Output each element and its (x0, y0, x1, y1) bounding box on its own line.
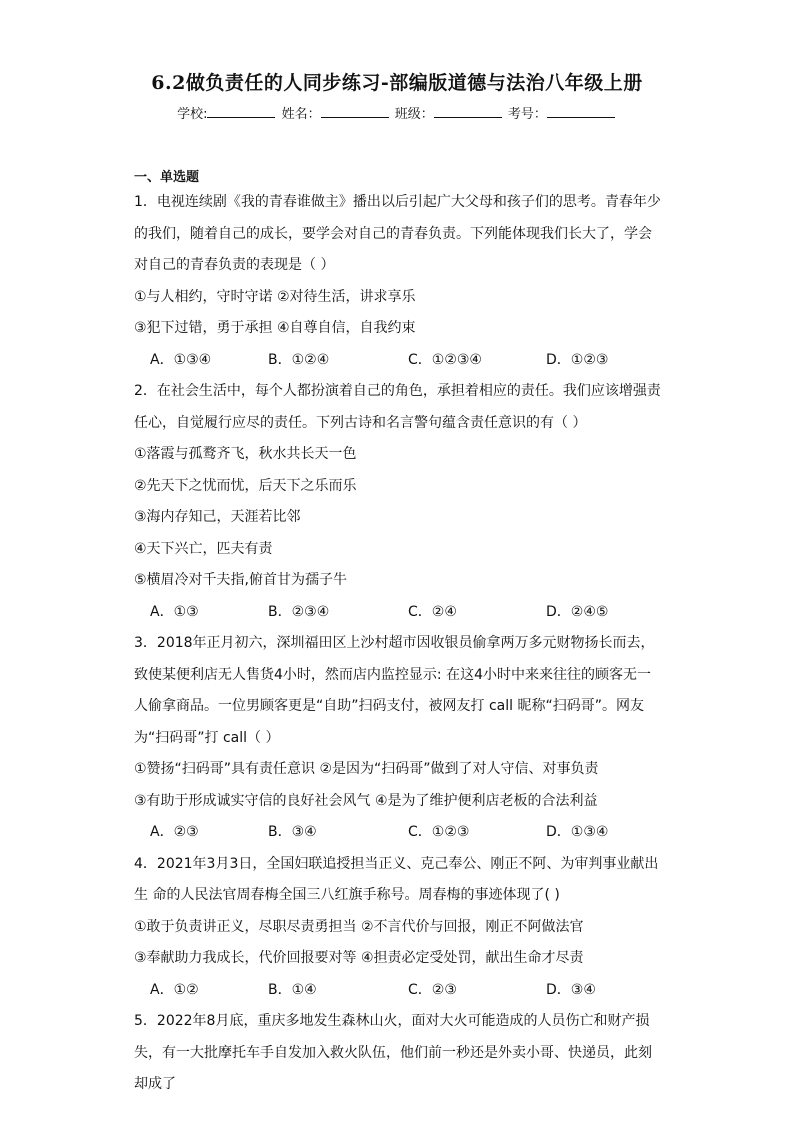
question-1-item: ①与人相约，守时守诺 ②对待生活，讲求享乐 (134, 288, 416, 305)
school-blank[interactable] (207, 105, 275, 118)
class-label: 班级： (394, 107, 434, 122)
question-1-text: 1．电视连续剧《我的青春谁做主》播出以后引起广大父母和孩子们的思考。青春年少的我们，随着自己的成长，要学会对自己的青春负责。下列能体现我们长大了，学会对自己的青春负责的表现是（ ） (134, 194, 661, 273)
school-label: 学校: (177, 107, 208, 122)
option-b[interactable]: B．①④ (268, 981, 317, 998)
name-label: 姓名： (281, 107, 321, 122)
question-2-text: 2．在社会生活中，每个人都扮演着自己的角色，承担着相应的责任。我们应该增强责任心，自觉履行应尽的责任。下列古诗和名言警句蕴含责任意识的有（ ） (134, 383, 661, 431)
question-1 (134, 187, 664, 376)
questions-area (134, 187, 664, 1101)
question-2-options (134, 597, 664, 629)
question-4 (134, 849, 664, 1007)
number-blank[interactable] (547, 105, 615, 118)
question-1-item: ③犯下过错，勇于承担 ④自尊自信，自我约束 (134, 320, 416, 336)
question-3 (134, 628, 664, 849)
question-3-item: ①赞扬“扫码哥”具有责任意识 ②是因为“扫码哥”做到了对人守信、对事负责 (134, 761, 599, 777)
student-info-line (0, 103, 794, 122)
question-3-options (134, 817, 664, 849)
option-b[interactable]: B．③④ (268, 824, 317, 840)
question-4-item: ①敢于负责讲正义，尽职尽责勇担当 ②不言代价与回报，刚正不阿做法官 (134, 918, 584, 935)
option-c[interactable]: C．②③ (408, 981, 457, 998)
question-3-item: ③有助于形成诚实守信的良好社会风气 ④是为了维护便利店老板的合法利益 (134, 792, 598, 809)
option-a[interactable]: A．①③④ (150, 351, 212, 368)
question-3-text: 3．2018年正月初六，深圳福田区上沙村超市因收银员偷拿两万多元财物扬长而去，致使某便利店无人售货4小时，然而店内监控显示: 在这4小时中来来往往的顾客无一人偷拿商品。一位男顾客更是“自助”扫码支付，被网友打 call 昵称“扫码哥”。网友为“扫码哥”打 call（ ） (134, 635, 655, 746)
option-c[interactable]: C．①②③④ (408, 351, 482, 368)
option-b[interactable]: B．②③④ (268, 603, 330, 620)
question-4-options (134, 975, 664, 1007)
question-1-options (134, 345, 664, 377)
question-2-item: ④天下兴亡，匹夫有责 (134, 540, 273, 557)
option-a[interactable]: A．①③ (150, 603, 199, 620)
question-5 (134, 1006, 664, 1101)
question-4-text: 4．2021年3月3日，全国妇联追授担当正义、克己奉公、刚正不阿、为审判事业献出生 命的人民法官周春梅全国三八红旗手称号。周春梅的事迹体现了( ) (134, 855, 659, 903)
option-c[interactable]: C．①②③ (408, 824, 470, 840)
page-title: 6.2做负责任的人同步练习-部编版道德与法治八年级上册 (151, 72, 643, 94)
class-blank[interactable] (434, 105, 502, 118)
question-2-item: ①落霞与孤鹜齐飞，秋水共长天一色 (134, 446, 357, 462)
question-2-item: ③海内存知己，天涯若比邻 (134, 509, 301, 525)
option-d[interactable]: D．①②③ (546, 351, 609, 368)
question-2-item: ②先天下之忧而忧，后天下之乐而乐 (134, 477, 357, 494)
option-d[interactable]: D．②④⑤ (546, 603, 609, 620)
question-2-item: ⑤横眉冷对千夫指,俯首甘为孺子牛 (134, 572, 348, 588)
option-d[interactable]: D．①③④ (546, 824, 609, 840)
option-c[interactable]: C．②④ (408, 603, 457, 620)
question-2 (134, 376, 664, 628)
name-blank[interactable] (321, 105, 389, 118)
option-b[interactable]: B．①②④ (268, 351, 330, 368)
option-a[interactable]: A．①② (150, 981, 199, 998)
question-5-text: 5．2022年8月底，重庆多地发生森林山火，面对大火可能造成的人员伤亡和财产损失，有一大批摩托车手自发加入救火队伍，他们前一秒还是外卖小哥、快递员，此刻却成了 (134, 1013, 652, 1092)
question-4-item: ③奉献助力我成长，代价回报要对等 ④担责必定受处罚，献出生命才尽责 (134, 950, 584, 966)
number-label: 考号： (507, 107, 547, 122)
option-d[interactable]: D．③④ (546, 981, 596, 998)
section-heading: 一、单选题 (134, 170, 200, 185)
option-a[interactable]: A．②③ (150, 824, 199, 840)
